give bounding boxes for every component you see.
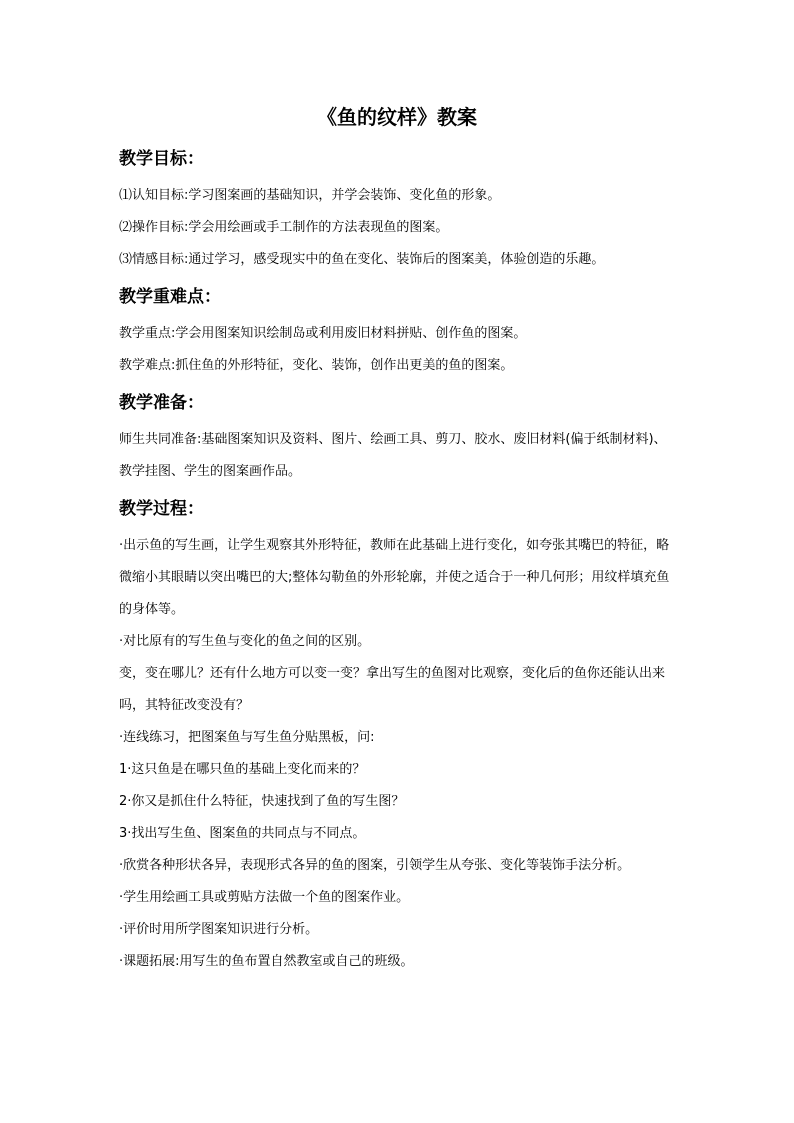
section-heading: 教学准备： <box>119 393 204 413</box>
paragraph: ·欣赏各种形状各异，表现形式各异的鱼的图案，引领学生从夸张、变化等装饰手法分析。 <box>119 858 631 873</box>
document-body <box>119 146 679 978</box>
paragraph: ·学生用绘画工具或剪贴方法做一个鱼的图案作业。 <box>119 890 410 905</box>
section-heading: 教学目标： <box>119 149 204 169</box>
paragraph: 师生共同准备:基础图案知识及资料、图片、绘画工具、剪刀、胶水、废旧材料(偏于纸制材料)、教学挂图、学生的图案画作品。 <box>119 432 667 479</box>
paragraph: 变，变在哪儿？还有什么地方可以变一变？拿出写生的鱼图对比观察，变化后的鱼你还能认出来吗，其特征改变没有？ <box>119 666 666 713</box>
paragraph: ⑵操作目标:学会用绘画或手工制作的方法表现鱼的图案。 <box>119 220 449 235</box>
section-key-points <box>119 284 679 382</box>
paragraph: 1·这只鱼是在哪只鱼的基础上变化而来的？ <box>119 762 366 777</box>
paragraph: ·连线练习，把图案鱼与写生鱼分贴黑板，问: <box>119 730 375 745</box>
section-heading: 教学重难点： <box>119 287 221 307</box>
paragraph: ·课题拓展:用写生的鱼布置自然教室或自己的班级。 <box>119 954 414 969</box>
paragraph: 2·你又是抓住什么特征，快速找到了鱼的写生图？ <box>119 794 405 809</box>
paragraph: 3·找出写生鱼、图案鱼的共同点与不同点。 <box>119 826 366 841</box>
paragraph: ·对比原有的写生鱼与变化的鱼之间的区别。 <box>119 634 371 649</box>
paragraph: ⑴认知目标:学习图案画的基础知识，并学会装饰、变化鱼的形象。 <box>119 188 501 203</box>
section-objectives <box>119 146 679 276</box>
paragraph: 教学难点:抓住鱼的外形特征，变化、装饰，创作出更美的鱼的图案。 <box>119 358 514 373</box>
document-title: 《鱼的纹样》教案 <box>317 105 477 129</box>
section-preparation <box>119 390 679 488</box>
section-heading: 教学过程： <box>119 499 204 519</box>
paragraph: 教学重点:学会用图案知识绘制岛或利用废旧材料拼贴、创作鱼的图案。 <box>119 326 527 341</box>
paragraph: ⑶情感目标:通过学习，感受现实中的鱼在变化、装饰后的图案美，体验创造的乐趣。 <box>119 252 605 267</box>
paragraph: ·评价时用所学图案知识进行分析。 <box>119 922 319 937</box>
section-process <box>119 496 679 978</box>
paragraph: ·出示鱼的写生画，让学生观察其外形特征，教师在此基础上进行变化，如夸张其嘴巴的特征，略微缩小其眼睛以突出嘴巴的大;整体勾勒鱼的外形轮廓，并使之适合于一种几何形；用纹样填充鱼的身体等。 <box>119 538 670 617</box>
